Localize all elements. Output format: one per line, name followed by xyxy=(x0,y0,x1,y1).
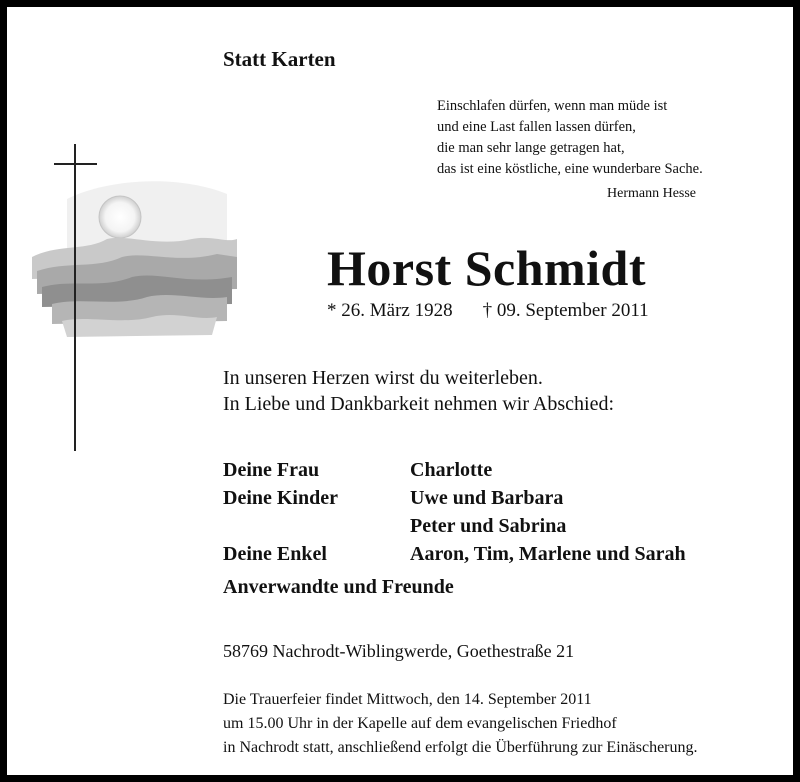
funeral-info xyxy=(223,688,698,760)
birth-date: * 26. März 1928 xyxy=(327,300,453,321)
sun xyxy=(99,196,141,238)
funeral-line: Die Trauerfeier findet Mittwoch, den 14. September 2011 xyxy=(223,691,592,708)
funeral-line: um 15.00 Uhr in der Kapelle auf dem evangelischen Friedhof xyxy=(223,715,617,732)
mourner-relation: Deine Kinder xyxy=(223,487,338,509)
quote-line: Einschlafen dürfen, wenn man müde ist xyxy=(437,98,668,114)
header-title: Statt Karten xyxy=(223,47,336,71)
address: 58769 Nachrodt-Wiblingwerde, Goethestraße 21 xyxy=(223,641,575,661)
relatives-line: Anverwandte und Freunde xyxy=(223,576,454,598)
quote-line: und eine Last fallen lassen dürfen, xyxy=(437,119,636,135)
funeral-line: in Nachrodt statt, anschließend erfolgt die Überführung zur Einäscherung. xyxy=(223,739,698,756)
quote-line: das ist eine köstliche, eine wunderbare Sache. xyxy=(437,161,703,177)
poem-quote xyxy=(437,96,703,180)
mourner-relation: Deine Frau xyxy=(223,459,320,481)
mourner-names: Charlotte xyxy=(410,459,493,481)
farewell-line: In Liebe und Dankbarkeit nehmen wir Abschied: xyxy=(223,393,614,415)
farewell-text xyxy=(223,365,614,417)
quote-line: die man sehr lange getragen hat, xyxy=(437,140,625,156)
mourner-names: Peter und Sabrina xyxy=(410,515,567,537)
mourner-names: Aaron, Tim, Marlene und Sarah xyxy=(410,543,686,565)
farewell-line: In unseren Herzen wirst du weiterleben. xyxy=(223,367,543,389)
death-date: † 09. September 2011 xyxy=(482,300,649,321)
quote-author: Hermann Hesse xyxy=(607,186,697,201)
mourner-names: Uwe und Barbara xyxy=(410,487,564,509)
life-dates xyxy=(327,300,649,322)
mourner-relation: Deine Enkel xyxy=(223,543,327,565)
cross-landscape-illustration xyxy=(27,139,237,454)
deceased-name: Horst Schmidt xyxy=(327,240,646,296)
